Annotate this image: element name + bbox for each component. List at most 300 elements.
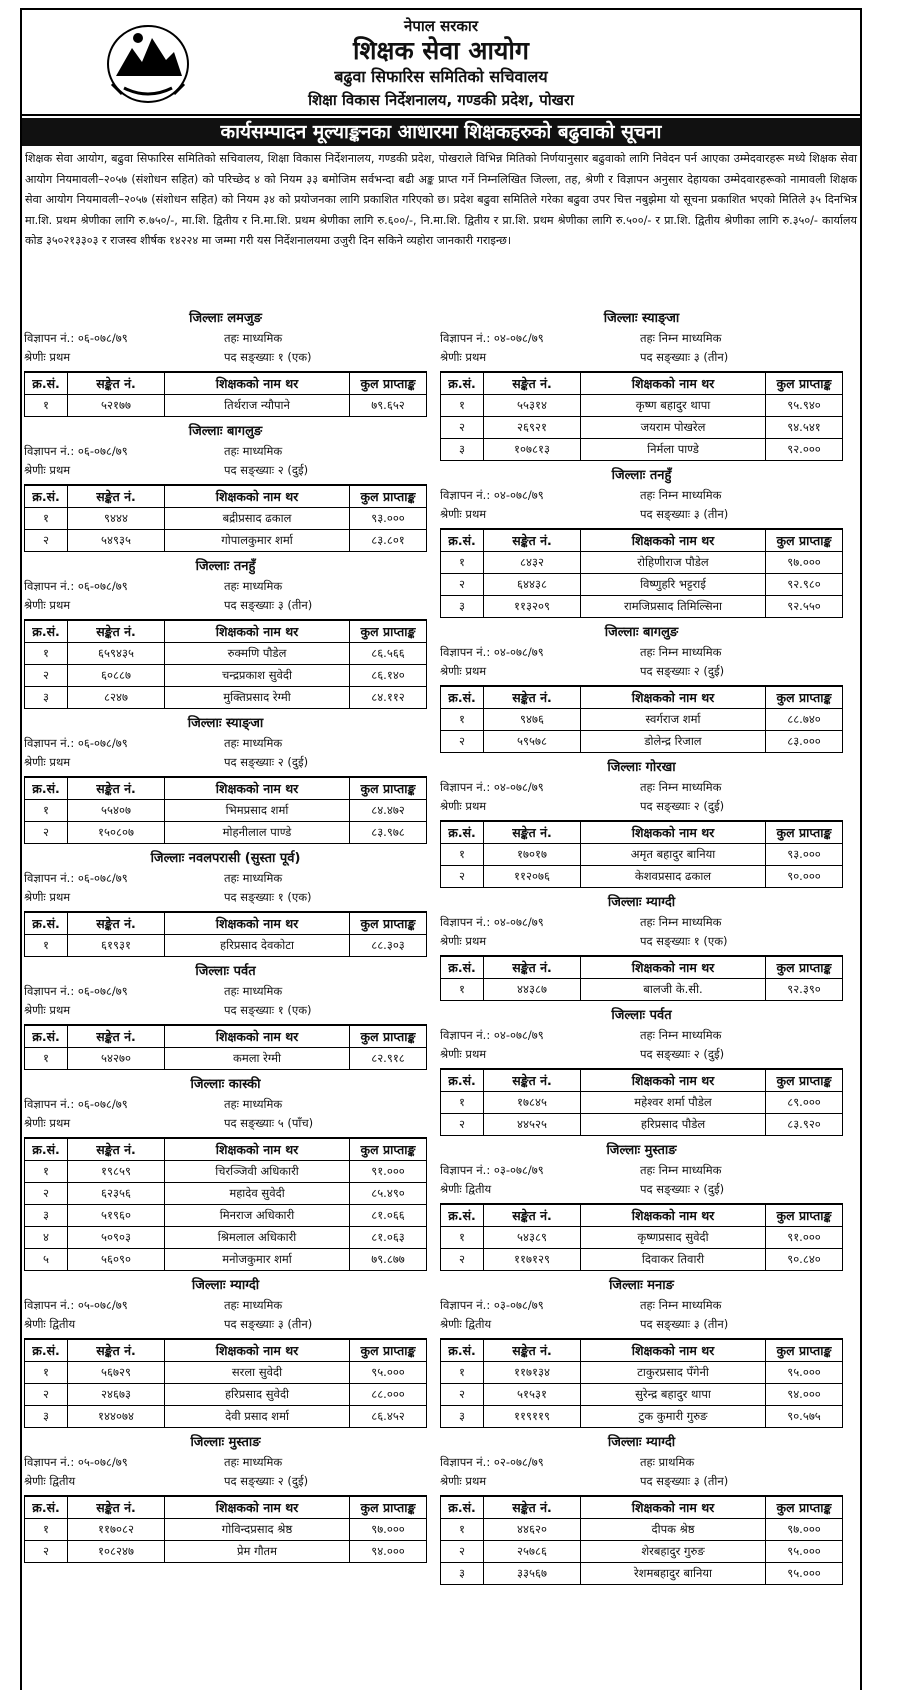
table-header-row [25, 912, 427, 935]
column-header: क्र.सं. [441, 372, 484, 395]
grade: श्रेणीः प्रथम [440, 934, 487, 948]
column-header: सङ्केत नं. [68, 912, 165, 935]
table-cell: १ [25, 643, 68, 665]
column-header: शिक्षकको नाम थर [165, 372, 350, 395]
table-cell: ८२.९१८ [350, 1048, 427, 1070]
column-header: सङ्केत नं. [484, 1204, 581, 1227]
column-header: कुल प्राप्ताङ्क [350, 1339, 427, 1362]
level: तहः निम्न माध्यमिक [640, 915, 722, 929]
grade-row [440, 932, 843, 951]
table-row [25, 687, 427, 709]
table-cell: केशवप्रसाद ढकाल [581, 866, 766, 888]
table-cell: ३ [25, 1205, 68, 1227]
adv-number: विज्ञापन नं.: ०६-०७८/७९ [24, 331, 128, 345]
table-cell: बालजी के.सी. [581, 979, 766, 1001]
adv-row [24, 329, 427, 348]
adv-row [440, 778, 843, 797]
table-cell: ८५.४९० [350, 1183, 427, 1205]
district-block [24, 848, 427, 957]
table-row [441, 709, 843, 731]
level: तहः माध्यमिक [224, 736, 283, 750]
results-table [440, 1338, 843, 1428]
district-heading: जिल्लाः पर्वत [195, 964, 256, 979]
table-cell: ९०.५७५ [766, 1406, 843, 1428]
district-block [440, 1005, 843, 1136]
table-cell: २ [25, 530, 68, 552]
level: तहः माध्यमिक [224, 331, 283, 345]
results-table [24, 619, 427, 709]
table-cell: ५१५३१ [484, 1384, 581, 1406]
table-cell: सुरेन्द्र बहादुर थापा [581, 1384, 766, 1406]
table-cell: ५ [25, 1249, 68, 1271]
column-header: क्र.सं. [25, 912, 68, 935]
post-count: पद सङ्ख्याः २ (दुई) [640, 1047, 725, 1061]
table-row [441, 1227, 843, 1249]
grade-row [440, 1472, 843, 1491]
column-header: क्र.सं. [441, 686, 484, 709]
adv-number: विज्ञापन नं.: ०६-०७८/७९ [24, 444, 128, 458]
post-count: पद सङ्ख्याः ३ (तीन) [224, 1317, 313, 1331]
table-header-row [441, 1496, 843, 1519]
org-subtitle: बढुवा सिफारिस समितिको सचिवालय [334, 67, 548, 86]
post-count: पद सङ्ख्याः ३ (तीन) [640, 507, 729, 521]
table-row [441, 1519, 843, 1541]
level: तहः माध्यमिक [224, 984, 283, 998]
district-heading: जिल्लाः नवलपरासी (सुस्ता पूर्व) [150, 851, 301, 866]
district-heading: जिल्लाः बागलुङ [188, 424, 263, 439]
grade-row [440, 797, 843, 816]
table-cell: ८६.१४० [350, 665, 427, 687]
column-header: सङ्केत नं. [68, 372, 165, 395]
table-cell: ३३५६७ [484, 1563, 581, 1585]
table-cell: तिर्थराज न्यौपाने [165, 395, 350, 417]
adv-row [440, 643, 843, 662]
table-row [25, 395, 427, 417]
column-header: क्र.सं. [25, 485, 68, 508]
table-row [441, 1563, 843, 1585]
table-cell: ९७.००० [766, 1519, 843, 1541]
column-header: क्र.सं. [25, 372, 68, 395]
results-table [24, 1338, 427, 1428]
table-cell: चन्द्रप्रकाश सुवेदी [165, 665, 350, 687]
table-cell: ४४३८७ [484, 979, 581, 1001]
table-cell: २४६७३ [68, 1384, 165, 1406]
table-cell: २५७८६ [484, 1541, 581, 1563]
table-cell: ६५९४३५ [68, 643, 165, 665]
district-heading: जिल्लाः बागलुङ [604, 625, 679, 640]
column-header: शिक्षकको नाम थर [165, 777, 350, 800]
table-cell: रुक्मणि पौडेल [165, 643, 350, 665]
table-row [441, 1406, 843, 1428]
table-row [25, 935, 427, 957]
table-cell: निर्मला पाण्डे [581, 439, 766, 461]
table-cell: २ [441, 1114, 484, 1136]
level: तहः माध्यमिक [224, 579, 283, 593]
table-cell: ११७०८२ [68, 1519, 165, 1541]
grade: श्रेणीः प्रथम [24, 598, 71, 612]
table-row [441, 439, 843, 461]
column-header: सङ्केत नं. [484, 686, 581, 709]
column-header: शिक्षकको नाम थर [581, 1339, 766, 1362]
table-row [25, 1384, 427, 1406]
table-cell: ९२.९८० [766, 574, 843, 596]
column-header: शिक्षकको नाम थर [581, 1069, 766, 1092]
table-row [25, 1161, 427, 1183]
table-cell: ९३.००० [350, 508, 427, 530]
table-header-row [25, 485, 427, 508]
column-header: कुल प्राप्ताङ्क [766, 686, 843, 709]
table-cell: ११३२०९ [484, 596, 581, 618]
table-cell: महेश्वर शर्मा पौडेल [581, 1092, 766, 1114]
adv-number: विज्ञापन नं.: ०३-०७८/७९ [440, 1163, 544, 1177]
notice-banner: कार्यसम्पादन मूल्याङ्कनका आधारमा शिक्षकहरुको बढुवाको सूचना [22, 118, 860, 146]
table-cell: टाकुरप्रसाद पँगेनी [581, 1362, 766, 1384]
table-header-row [25, 1496, 427, 1519]
post-count: पद सङ्ख्याः २ (दुई) [224, 1474, 309, 1488]
table-cell: ११९११९ [484, 1406, 581, 1428]
grade-row [24, 348, 427, 367]
district-block [440, 622, 843, 753]
table-cell: ८९.००० [766, 1092, 843, 1114]
column-header: शिक्षकको नाम थर [581, 686, 766, 709]
table-header-row [25, 1339, 427, 1362]
table-cell: अमृत बहादुर बानिया [581, 844, 766, 866]
table-cell: १ [441, 552, 484, 574]
column-header: कुल प्राप्ताङ्क [766, 1496, 843, 1519]
table-cell: ५४३८९ [484, 1227, 581, 1249]
column-header: सङ्केत नं. [484, 1496, 581, 1519]
grade-row [440, 348, 843, 367]
table-cell: ३ [441, 1563, 484, 1585]
post-count: पद सङ्ख्याः ३ (तीन) [224, 598, 313, 612]
column-header: शिक्षकको नाम थर [581, 956, 766, 979]
table-cell: महादेव सुवेदी [165, 1183, 350, 1205]
column-header: कुल प्राप्ताङ्क [350, 485, 427, 508]
table-row [441, 596, 843, 618]
district-block [24, 421, 427, 552]
level: तहः माध्यमिक [224, 444, 283, 458]
table-cell: १ [25, 395, 68, 417]
column-header: क्र.सं. [441, 1339, 484, 1362]
table-cell: ९७.००० [766, 552, 843, 574]
table-cell: १ [441, 979, 484, 1001]
post-count: पद सङ्ख्याः ३ (तीन) [640, 1317, 729, 1331]
adv-number: विज्ञापन नं.: ०२-०७८/७९ [440, 1455, 544, 1469]
table-cell: २ [441, 574, 484, 596]
table-cell: २ [25, 1541, 68, 1563]
table-cell: टुक कुमारी गुरुङ [581, 1406, 766, 1428]
results-table [440, 955, 843, 1001]
table-cell: १ [25, 1161, 68, 1183]
table-cell: गोविन्दप्रसाद श्रेष्ठ [165, 1519, 350, 1541]
column-header: क्र.सं. [441, 1496, 484, 1519]
adv-row [440, 486, 843, 505]
table-cell: ९५.००० [766, 1563, 843, 1585]
table-cell: २ [441, 1541, 484, 1563]
table-cell: ६०८८७ [68, 665, 165, 687]
table-cell: ८३.००० [766, 731, 843, 753]
post-count: पद सङ्ख्याः १ (एक) [640, 934, 728, 948]
table-cell: ८३.९२० [766, 1114, 843, 1136]
table-row [25, 1362, 427, 1384]
column-header: कुल प्राप्ताङ्क [350, 620, 427, 643]
table-cell: कृष्णप्रसाद सुवेदी [581, 1227, 766, 1249]
adv-row [24, 1095, 427, 1114]
level: तहः निम्न माध्यमिक [640, 331, 722, 345]
table-cell: ९२.००० [766, 439, 843, 461]
adv-number: विज्ञापन नं.: ०६-०७८/७९ [24, 1097, 128, 1111]
table-cell: गोपालकुमार शर्मा [165, 530, 350, 552]
column-header: शिक्षकको नाम थर [165, 1138, 350, 1161]
table-cell: देवी प्रसाद शर्मा [165, 1406, 350, 1428]
level: तहः निम्न माध्यमिक [640, 1028, 722, 1042]
table-cell: ५१९६० [68, 1205, 165, 1227]
table-cell: मनोजकुमार शर्मा [165, 1249, 350, 1271]
column-header: कुल प्राप्ताङ्क [350, 1496, 427, 1519]
district-block [440, 892, 843, 1001]
column-header: कुल प्राप्ताङ्क [350, 372, 427, 395]
post-count: पद सङ्ख्याः २ (दुई) [640, 664, 725, 678]
table-cell: २ [441, 417, 484, 439]
column-header: शिक्षकको नाम थर [581, 821, 766, 844]
column-header: क्र.सं. [441, 529, 484, 552]
district-heading: जिल्लाः म्याग्दी [191, 1278, 260, 1293]
table-cell: २ [25, 822, 68, 844]
results-table [24, 484, 427, 552]
post-count: पद सङ्ख्याः २ (दुई) [640, 1182, 725, 1196]
table-cell: १ [441, 1519, 484, 1541]
grade: श्रेणीः प्रथम [24, 1003, 71, 1017]
results-table [440, 528, 843, 618]
results-table [24, 911, 427, 957]
table-cell: १ [25, 1048, 68, 1070]
table-cell: ९३.००० [766, 844, 843, 866]
table-row [25, 800, 427, 822]
column-header: क्र.सं. [25, 1138, 68, 1161]
table-cell: ११७१२९ [484, 1249, 581, 1271]
table-cell: ८४.११२ [350, 687, 427, 709]
table-cell: २ [441, 866, 484, 888]
column-header: शिक्षकको नाम थर [581, 1496, 766, 1519]
table-cell: ८३.९७८ [350, 822, 427, 844]
table-cell: ९२.३९० [766, 979, 843, 1001]
grade-row [24, 461, 427, 480]
column-header: क्र.सं. [441, 1204, 484, 1227]
table-cell: ५६०९० [68, 1249, 165, 1271]
table-cell: भिमप्रसाद शर्मा [165, 800, 350, 822]
grade-row [24, 1001, 427, 1020]
table-row [441, 1541, 843, 1563]
table-row [25, 1406, 427, 1428]
table-cell: ४४५२५ [484, 1114, 581, 1136]
grade: श्रेणीः प्रथम [440, 350, 487, 364]
intro-paragraph: शिक्षक सेवा आयोग, बढुवा सिफारिस समितिको सचिवालय, शिक्षा विकास निर्देशनालय, गण्डकी प्रदेश, पोखराले विभिन्न मितिको निर्णयानुसार बढुवाको लागि निवेदन पर्न आएका उम्मेदवारहरू मध्ये शिक्षक सेवा आयोग नियमावली–२०५७ (संशोधन सहित) को परिच्छेद ४ को नियम ३३ बमोजिम सर्वभन्दा बढी अङ्क प्राप्त गर्ने निम्नलिखित जिल्ला, तह, श्रेणी र विज्ञापन अनुसार देहायका उम्मेदवारहरूको नामावली शिक्षक सेवा आयोग नियमावली–२०५७ (संशोधन सहित) को नियम ३४ को प्रयोजनका लागि प्रकाशित गरिएको छ। प्रदेश बढुवा समितिले गरेका बढुवा उपर चित्त नबुझेमा यो सूचना प्रकाशित भएको मितिले ३५ दिनभित्र मा.शि. प्रथम श्रेणीका लागि रु.७५०/-, मा.शि. द्वितीय र नि.मा.शि. प्रथम श्रेणीका लागि रु.६००/-, नि.मा.शि. द्वितीय र प्रा.शि. प्रथम श्रेणीका लागि रु.५००/- र प्रा.शि. द्वितीय श्रेणीका लागि रु.३५०/- कार्यालय कोड ३५०२१३३०३ र राजस्व शीर्षक १४२२४ मा जम्मा गरी यस निर्देशनालयमा उजुरी दिन सकिने व्यहोरा जानकारी गराइन्छ। [25, 152, 857, 247]
district-block [440, 1432, 843, 1585]
post-count: पद सङ्ख्याः २ (दुई) [224, 755, 309, 769]
table-cell: २ [441, 1384, 484, 1406]
district-heading: जिल्लाः गोरखा [607, 760, 676, 775]
table-cell: १५०८०७ [68, 822, 165, 844]
table-cell: दिवाकर तिवारी [581, 1249, 766, 1271]
adv-row [440, 329, 843, 348]
org-address: शिक्षा विकास निर्देशनालय, गण्डकी प्रदेश, पोखरा [308, 91, 574, 109]
table-cell: १ [441, 1362, 484, 1384]
table-cell: ६२३५६ [68, 1183, 165, 1205]
results-table [24, 371, 427, 417]
table-row [25, 530, 427, 552]
adv-number: विज्ञापन नं.: ०३-०७८/७९ [440, 1298, 544, 1312]
district-block [440, 757, 843, 888]
table-row [25, 1205, 427, 1227]
level: तहः निम्न माध्यमिक [640, 780, 722, 794]
table-cell: रेशमबहादुर बानिया [581, 1563, 766, 1585]
column-header: कुल प्राप्ताङ्क [766, 529, 843, 552]
district-heading: जिल्लाः मनाङ [609, 1278, 674, 1293]
table-cell: ३ [25, 687, 68, 709]
table-cell: १ [441, 844, 484, 866]
table-header-row [441, 821, 843, 844]
district-block [24, 556, 427, 709]
column-header: सङ्केत नं. [484, 1069, 581, 1092]
header [22, 10, 860, 116]
column-header: सङ्केत नं. [68, 620, 165, 643]
table-row [25, 665, 427, 687]
adv-row [24, 869, 427, 888]
table-cell: ८३.८०१ [350, 530, 427, 552]
table-cell: कमला रेग्मी [165, 1048, 350, 1070]
district-heading: जिल्लाः पर्वत [611, 1008, 672, 1023]
table-cell: १७०१७ [484, 844, 581, 866]
table-cell: १०७८१३ [484, 439, 581, 461]
table-cell: ९५.००० [350, 1362, 427, 1384]
column-header: सङ्केत नं. [484, 956, 581, 979]
table-cell: ९५.९४० [766, 395, 843, 417]
district-block [440, 465, 843, 618]
table-cell: ९४४४ [68, 508, 165, 530]
district-block [24, 1432, 427, 1563]
district-heading: जिल्लाः तनहुँ [611, 468, 672, 483]
table-cell: रामजिप्रसाद तिमिल्सिना [581, 596, 766, 618]
level: तहः निम्न माध्यमिक [640, 488, 722, 502]
table-cell: १७८४५ [484, 1092, 581, 1114]
table-row [25, 822, 427, 844]
table-cell: बद्रीप्रसाद ढकाल [165, 508, 350, 530]
table-cell: ९१.००० [766, 1227, 843, 1249]
district-heading: जिल्लाः म्याग्दी [607, 1435, 676, 1450]
table-header-row [441, 956, 843, 979]
table-cell: मुक्तिप्रसाद रेग्मी [165, 687, 350, 709]
table-cell: ९५.००० [766, 1541, 843, 1563]
table-cell: ७९.६५२ [350, 395, 427, 417]
column-header: क्र.सं. [25, 1025, 68, 1048]
table-cell: ५४२७० [68, 1048, 165, 1070]
table-cell: १ [25, 1362, 68, 1384]
column-header: क्र.सं. [25, 1339, 68, 1362]
table-row [441, 979, 843, 1001]
adv-number: विज्ञापन नं.: ०४-०७८/७९ [440, 780, 544, 794]
grade: श्रेणीः प्रथम [24, 1116, 71, 1130]
table-row [441, 574, 843, 596]
table-cell: १०८२४७ [68, 1541, 165, 1563]
table-cell: ११७१३४ [484, 1362, 581, 1384]
table-header-row [441, 1204, 843, 1227]
column-header: कुल प्राप्ताङ्क [766, 372, 843, 395]
table-cell: ९४७६ [484, 709, 581, 731]
results-table [440, 685, 843, 753]
adv-number: विज्ञापन नं.: ०६-०७८/७९ [24, 984, 128, 998]
column-header: कुल प्राप्ताङ्क [766, 956, 843, 979]
table-cell: २ [441, 731, 484, 753]
grade: श्रेणीः प्रथम [24, 350, 71, 364]
adv-number: विज्ञापन नं.: ०६-०७८/७९ [24, 736, 128, 750]
table-row [25, 1249, 427, 1271]
grade-row [440, 1045, 843, 1064]
table-cell: ५२१७७ [68, 395, 165, 417]
grade: श्रेणीः प्रथम [24, 755, 71, 769]
adv-row [440, 1026, 843, 1045]
table-header-row [25, 620, 427, 643]
grade: श्रेणीः प्रथम [440, 1474, 487, 1488]
table-cell: मिनराज अधिकारी [165, 1205, 350, 1227]
table-header-row [25, 1138, 427, 1161]
results-table [440, 371, 843, 461]
grade: श्रेणीः द्वितीय [24, 1474, 76, 1488]
column-header: क्र.सं. [25, 620, 68, 643]
district-heading: जिल्लाः स्याङ्जा [187, 716, 264, 731]
table-cell: ५९५७८ [484, 731, 581, 753]
column-header: कुल प्राप्ताङ्क [766, 1339, 843, 1362]
level: तहः माध्यमिक [224, 1097, 283, 1111]
grade-row [440, 505, 843, 524]
column-header: सङ्केत नं. [484, 1339, 581, 1362]
column-header: कुल प्राप्ताङ्क [350, 777, 427, 800]
table-cell: ८४.४७२ [350, 800, 427, 822]
table-cell: १ [25, 508, 68, 530]
post-count: पद सङ्ख्याः २ (दुई) [640, 799, 725, 813]
table-cell: हरिप्रसाद सुवेदी [165, 1384, 350, 1406]
adv-row [24, 1296, 427, 1315]
org-title: शिक्षक सेवा आयोग [353, 36, 529, 65]
post-count: पद सङ्ख्याः १ (एक) [224, 350, 312, 364]
post-count: पद सङ्ख्याः ३ (तीन) [640, 350, 729, 364]
adv-number: विज्ञापन नं.: ०४-०७८/७९ [440, 915, 544, 929]
level: तहः माध्यमिक [224, 1455, 283, 1469]
grade: श्रेणीः प्रथम [24, 890, 71, 904]
column-header: शिक्षकको नाम थर [581, 1204, 766, 1227]
grade-row [440, 1315, 843, 1334]
column-header: क्र.सं. [25, 1496, 68, 1519]
district-block [440, 1275, 843, 1428]
table-cell: दीपक श्रेष्ठ [581, 1519, 766, 1541]
table-cell: २ [25, 665, 68, 687]
district-heading: जिल्लाः तनहुँ [195, 559, 256, 574]
right-column [440, 308, 843, 1589]
table-cell: ६१९३१ [68, 935, 165, 957]
table-cell: ९०.००० [766, 866, 843, 888]
grade: श्रेणीः द्वितीय [440, 1182, 492, 1196]
grade-row [440, 662, 843, 681]
table-row [441, 395, 843, 417]
adv-row [440, 913, 843, 932]
table-cell: ८४३२ [484, 552, 581, 574]
table-cell: शेरबहादुर गुरुङ [581, 1541, 766, 1563]
table-row [441, 866, 843, 888]
table-header-row [441, 529, 843, 552]
column-header: सङ्केत नं. [484, 821, 581, 844]
district-heading: जिल्लाः मुस्ताङ [190, 1435, 261, 1450]
adv-row [24, 1453, 427, 1472]
results-table [440, 1203, 843, 1271]
